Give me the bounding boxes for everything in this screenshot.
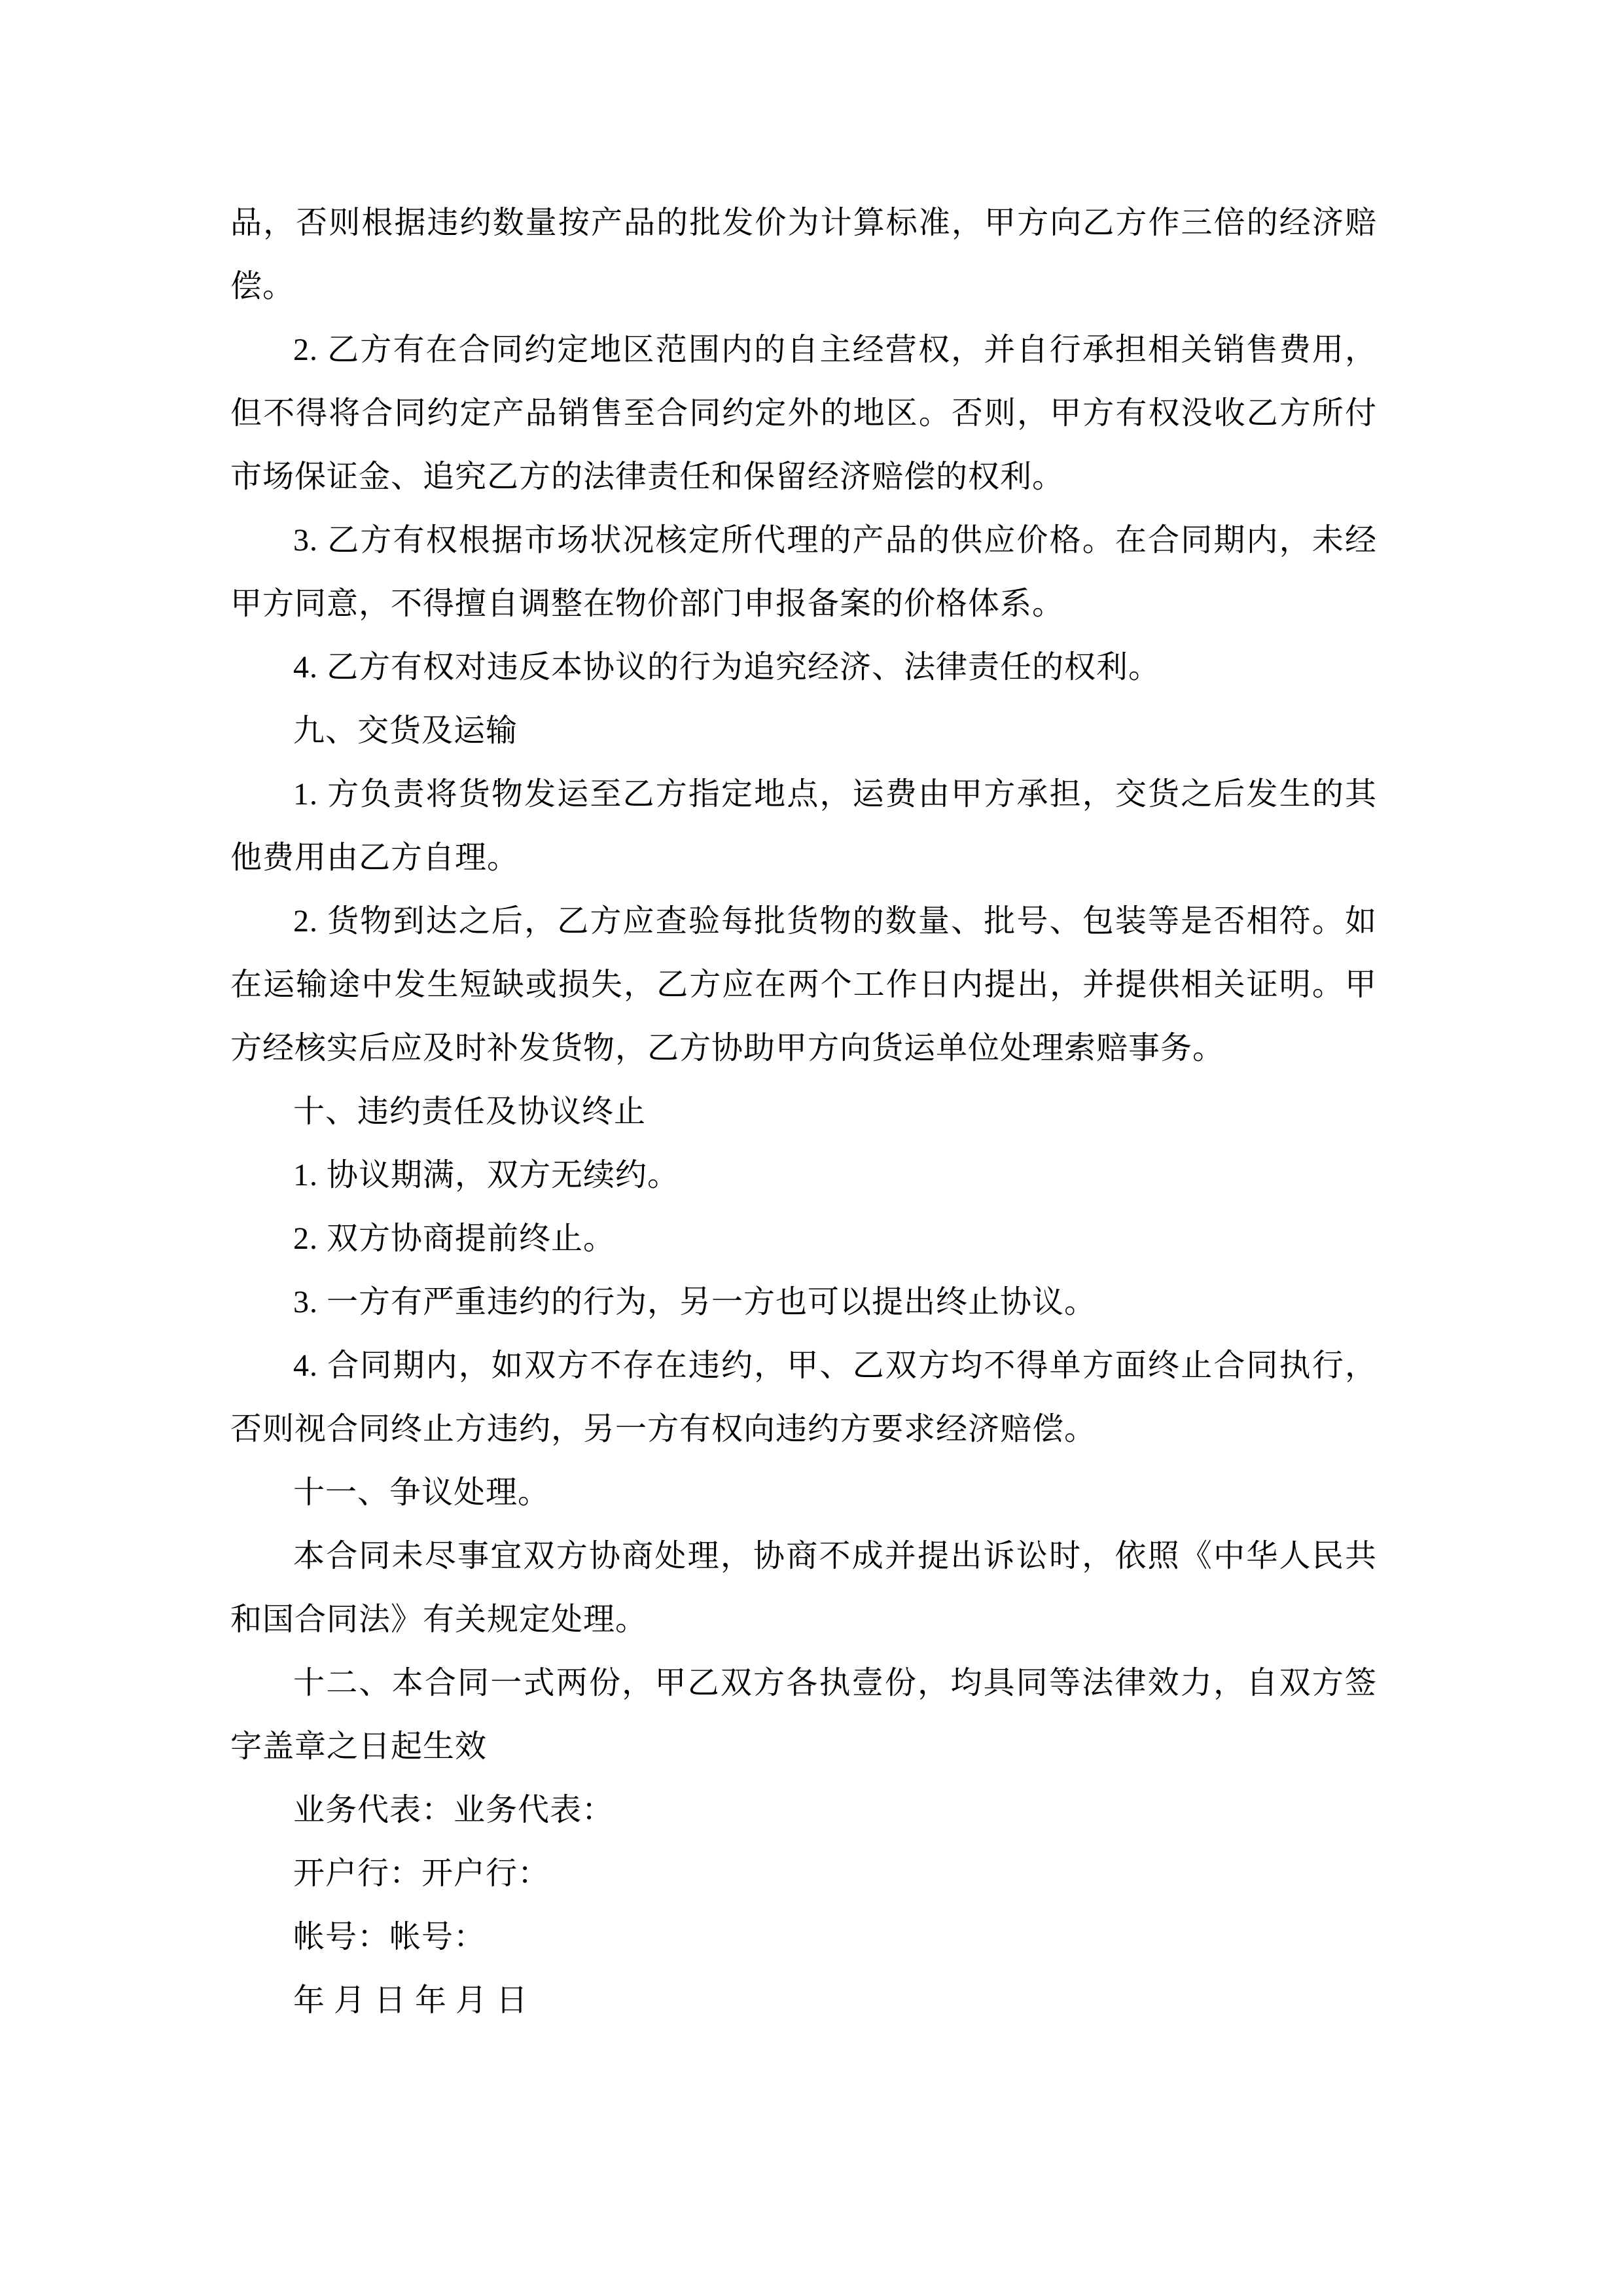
signature-line-account: 帐号：帐号：	[293, 1920, 486, 1954]
heading-section-11: 十一、争议处理。	[293, 1475, 550, 1510]
paragraph-continuation: 品，否则根据违约数量按产品的批发价为计算标准，甲方向乙方作三倍的经济赔偿。	[230, 206, 1377, 304]
paragraph-clause: 2. 双方协商提前终止。	[293, 1221, 616, 1256]
paragraph-clause: 4. 合同期内，如双方不存在违约，甲、乙双方均不得单方面终止合同执行，否则视合同终止方违约，另一方有权向违约方要求经济赔偿。	[230, 1348, 1377, 1446]
paragraph-clause: 3. 一方有严重违约的行为，另一方也可以提出终止协议。	[293, 1285, 1097, 1319]
heading-section-9: 九、交货及运输	[293, 713, 518, 748]
paragraph-clause: 2. 货物到达之后，乙方应查验每批货物的数量、批号、包装等是否相符。如在运输途中发生短缺或损失，乙方应在两个工作日内提出，并提供相关证明。甲方经核实后应及时补发货物，乙方协助甲方向货运单位处理索赔事务。	[230, 904, 1377, 1066]
paragraph-clause: 1. 方负责将货物发运至乙方指定地点，运费由甲方承担，交货之后发生的其他费用由乙方自理。	[230, 777, 1377, 875]
paragraph-clause: 2. 乙方有在合同约定地区范围内的自主经营权，并自行承担相关销售费用，但不得将合同约定产品销售至合同约定外的地区。否则，甲方有权没收乙方所付市场保证金、追究乙方的法律责任和保留经济赔偿的权利。	[230, 332, 1377, 494]
paragraph-clause: 1. 协议期满，双方无续约。	[293, 1158, 680, 1193]
paragraph-clause: 3. 乙方有权根据市场状况核定所代理的产品的供应价格。在合同期内，未经甲方同意，不得擅自调整在物价部门申报备案的价格体系。	[230, 523, 1377, 621]
heading-section-10: 十、违约责任及协议终止	[293, 1094, 647, 1129]
signature-line-rep: 业务代表：业务代表：	[293, 1793, 615, 1827]
paragraph-section-12: 十二、本合同一式两份，甲乙双方各执壹份，均具同等法律效力，自双方签字盖章之日起生效	[230, 1666, 1377, 1764]
signature-line-date: 年 月 日 年 月 日	[293, 1983, 529, 2018]
paragraph-clause: 本合同未尽事宜双方协商处理，协商不成并提出诉讼时，依照《中华人民共和国合同法》有关规定处理。	[230, 1539, 1377, 1637]
paragraph-clause: 4. 乙方有权对违反本协议的行为追究经济、法律责任的权利。	[293, 650, 1161, 685]
contract-text-block	[230, 191, 1377, 2032]
signature-line-bank: 开户行：开户行：	[293, 1856, 550, 1891]
